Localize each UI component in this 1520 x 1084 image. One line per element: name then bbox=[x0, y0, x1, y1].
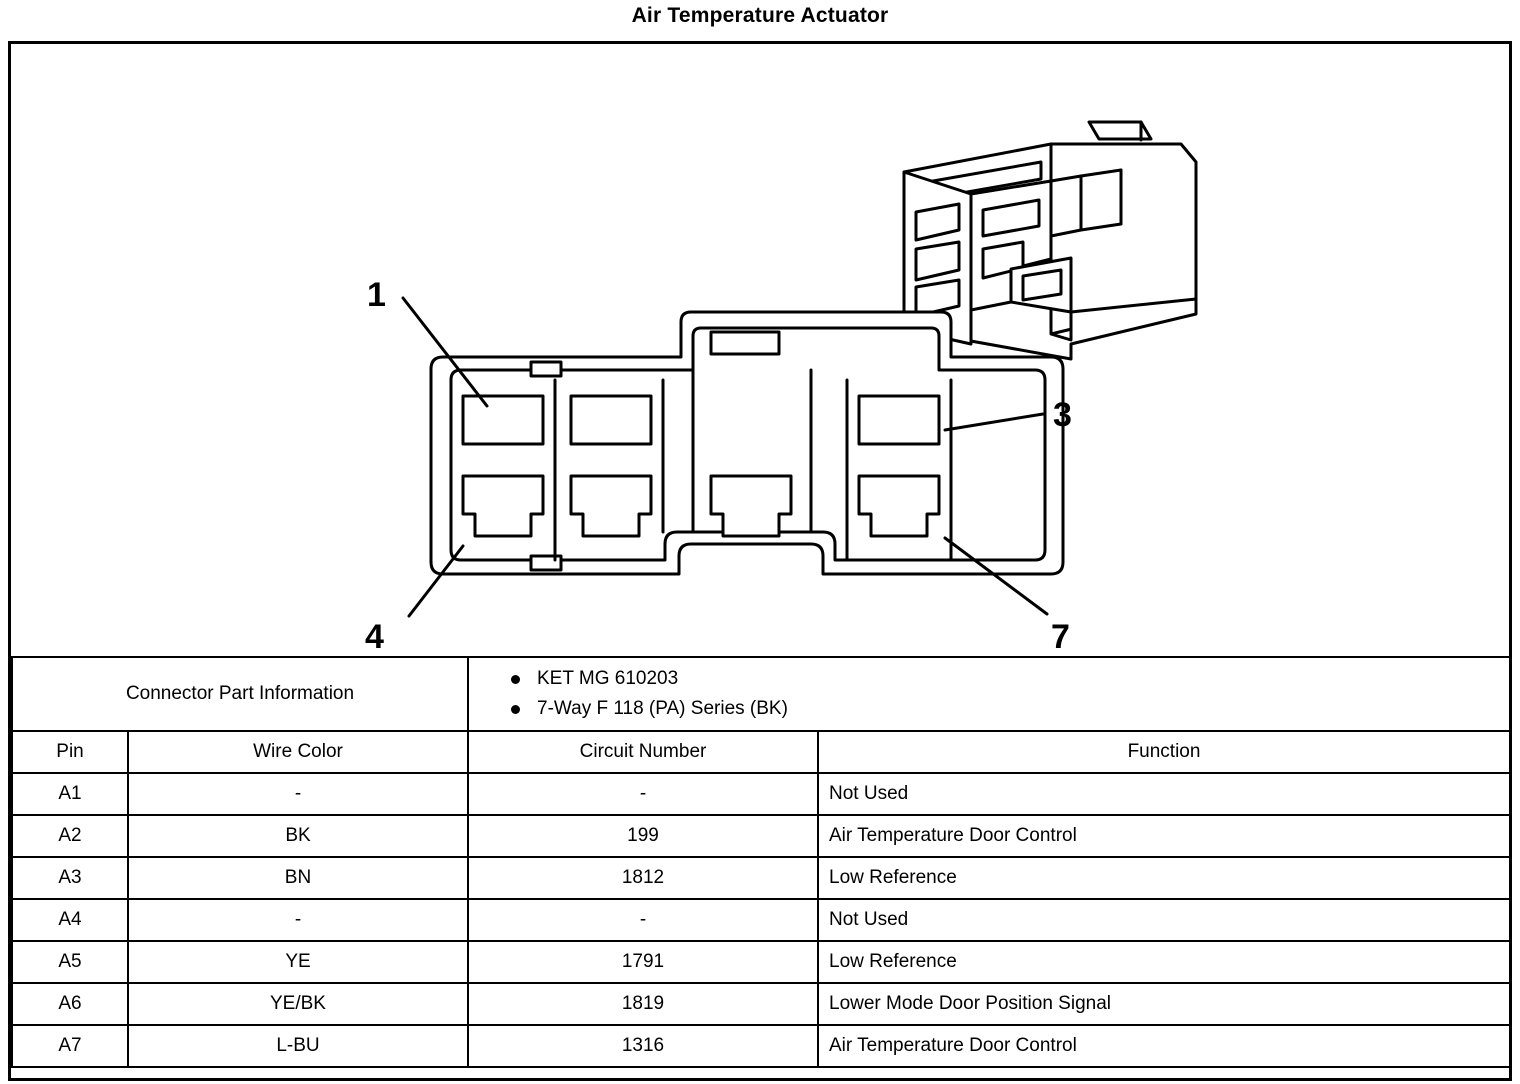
cell-circuit-number: 199 bbox=[468, 815, 818, 857]
cell-circuit-number: - bbox=[468, 773, 818, 815]
cell-wire-color: YE bbox=[128, 941, 468, 983]
cell-wire-color: - bbox=[128, 899, 468, 941]
cell-pin: A4 bbox=[12, 899, 128, 941]
table-row bbox=[12, 857, 1510, 899]
cell-function: Low Reference bbox=[818, 857, 1510, 899]
cell-pin: A3 bbox=[12, 857, 128, 899]
table-header-row bbox=[12, 731, 1510, 773]
table-row bbox=[12, 1025, 1510, 1067]
cell-function: Not Used bbox=[818, 773, 1510, 815]
table-row bbox=[12, 773, 1510, 815]
column-header-pin: Pin bbox=[12, 731, 128, 773]
cell-wire-color: BK bbox=[128, 815, 468, 857]
cell-pin: A5 bbox=[12, 941, 128, 983]
cell-wire-color: YE/BK bbox=[128, 983, 468, 1025]
connector-part-item: KET MG 610203 bbox=[507, 664, 1509, 694]
pinout-table bbox=[11, 656, 1511, 1068]
diagram-frame bbox=[8, 41, 1512, 1081]
callout-label-3: 3 bbox=[1053, 396, 1072, 434]
cell-pin: A1 bbox=[12, 773, 128, 815]
connector-part-information-label: Connector Part Information bbox=[12, 657, 468, 731]
table-row bbox=[12, 941, 1510, 983]
table-row bbox=[12, 899, 1510, 941]
table-row bbox=[12, 983, 1510, 1025]
cell-circuit-number: - bbox=[468, 899, 818, 941]
column-header-circuit-number: Circuit Number bbox=[468, 731, 818, 773]
cell-function: Low Reference bbox=[818, 941, 1510, 983]
cell-function: Air Temperature Door Control bbox=[818, 1025, 1510, 1067]
cell-wire-color: - bbox=[128, 773, 468, 815]
cell-pin: A6 bbox=[12, 983, 128, 1025]
cell-pin: A7 bbox=[12, 1025, 128, 1067]
pinout-table-container bbox=[11, 656, 1509, 1068]
page-title: Air Temperature Actuator bbox=[631, 4, 889, 27]
cell-function: Lower Mode Door Position Signal bbox=[818, 983, 1510, 1025]
callout-label-7: 7 bbox=[1051, 618, 1070, 656]
cell-wire-color: BN bbox=[128, 857, 468, 899]
cell-circuit-number: 1316 bbox=[468, 1025, 818, 1067]
cell-wire-color: L-BU bbox=[128, 1025, 468, 1067]
callout-label-4: 4 bbox=[365, 618, 384, 656]
cell-circuit-number: 1812 bbox=[468, 857, 818, 899]
cell-circuit-number: 1791 bbox=[468, 941, 818, 983]
column-header-function: Function bbox=[818, 731, 1510, 773]
connector-part-item: 7-Way F 118 (PA) Series (BK) bbox=[507, 694, 1509, 724]
cell-function: Air Temperature Door Control bbox=[818, 815, 1510, 857]
cell-pin: A2 bbox=[12, 815, 128, 857]
connector-illustration bbox=[11, 44, 1509, 656]
column-header-wire-color: Wire Color bbox=[128, 731, 468, 773]
cell-function: Not Used bbox=[818, 899, 1510, 941]
cell-circuit-number: 1819 bbox=[468, 983, 818, 1025]
connector-face-view bbox=[431, 312, 1063, 574]
connector-part-information-values bbox=[468, 657, 1510, 731]
table-row bbox=[12, 815, 1510, 857]
callout-label-1: 1 bbox=[367, 276, 386, 314]
connector-part-information-row bbox=[12, 657, 1510, 731]
